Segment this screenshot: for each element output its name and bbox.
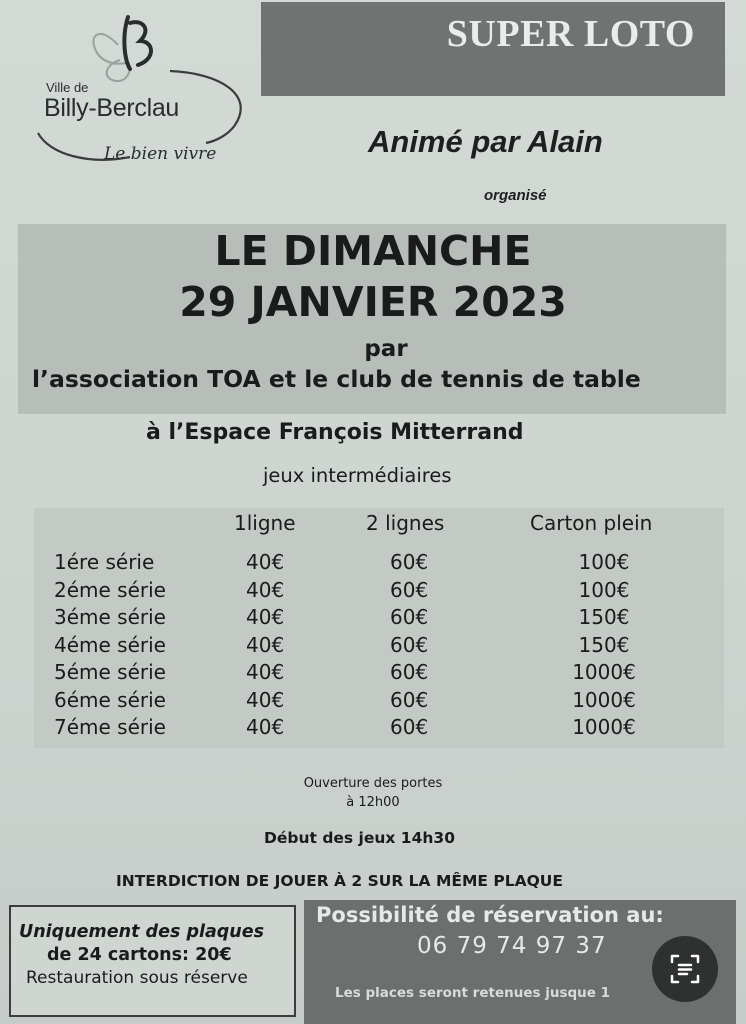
page-title: SUPER LOTO <box>446 13 695 55</box>
organise-label: organisé <box>484 187 547 204</box>
logo-ville-text: Ville de <box>46 80 89 95</box>
reservation-note: Les places seront retenues jusque 1 <box>335 985 611 1001</box>
date-full: 29 JANVIER 2023 <box>179 278 567 326</box>
ligne1-cell: 40€ <box>246 632 285 657</box>
carton-cell: 150€ <box>578 632 630 657</box>
reservation-phone[interactable]: 06 79 74 97 37 <box>417 933 607 959</box>
date-day: LE DIMANCHE <box>214 227 532 275</box>
serie-cell: 2éme série <box>54 577 166 602</box>
carton-cell: 1000€ <box>572 660 636 684</box>
plaques-line3: Restauration sous réserve <box>26 968 248 988</box>
organizer-line: l’association TOA et le club de tennis de table <box>32 365 641 393</box>
serie-cell: 3éme série <box>54 605 166 629</box>
ligne2-cell: 60€ <box>390 632 429 657</box>
ligne1-cell: 40€ <box>246 577 285 602</box>
logo-town-name: Billy-Berclau <box>44 94 180 122</box>
reservation-title: Possibilité de réservation au: <box>316 903 664 927</box>
text-scan-button[interactable] <box>652 936 718 1002</box>
par-label: par <box>364 336 408 362</box>
ligne1-cell: 40€ <box>246 660 285 684</box>
ligne2-cell: 60€ <box>390 660 429 684</box>
carton-cell: 100€ <box>578 550 630 574</box>
host-line: Animé par Alain <box>368 124 603 159</box>
serie-cell: 5éme série <box>54 660 166 684</box>
carton-cell: 1000€ <box>572 715 636 739</box>
doors-open-time: à 12h00 <box>346 795 400 810</box>
carton-cell: 1000€ <box>572 687 636 712</box>
logo-tagline: Le bien vivre <box>104 144 217 164</box>
header-carton-plein: Carton plein <box>530 511 653 535</box>
ligne1-cell: 40€ <box>246 715 285 739</box>
serie-cell: 7éme série <box>54 715 166 739</box>
ligne2-cell: 60€ <box>390 605 429 629</box>
doors-open-label: Ouverture des portes <box>303 776 443 791</box>
games-start: Début des jeux 14h30 <box>264 829 455 847</box>
header-1ligne: 1ligne <box>234 511 296 535</box>
plaques-line2: de 24 cartons: 20€ <box>47 945 232 965</box>
carton-cell: 150€ <box>578 605 630 629</box>
carton-cell: 100€ <box>578 577 630 602</box>
ligne2-cell: 60€ <box>390 715 429 739</box>
header-2lignes: 2 lignes <box>366 511 445 535</box>
venue-line: à l’Espace François Mitterrand <box>146 420 524 445</box>
super-loto-banner <box>261 2 725 96</box>
serie-cell: 4éme série <box>54 632 166 657</box>
ligne2-cell: 60€ <box>390 577 429 602</box>
games-subtitle: jeux intermédiaires <box>263 464 452 487</box>
serie-cell: 6éme série <box>54 687 166 712</box>
serie-cell: 1ére série <box>54 550 155 574</box>
ligne1-cell: 40€ <box>246 605 285 629</box>
ligne1-cell: 40€ <box>246 687 285 712</box>
ligne1-cell: 40€ <box>246 550 285 574</box>
rule-notice: INTERDICTION DE JOUER À 2 SUR LA MÊME PLAQUE <box>116 872 563 890</box>
plaques-line1: Uniquement des plaques <box>19 922 265 942</box>
ligne2-cell: 60€ <box>390 550 429 574</box>
ligne2-cell: 60€ <box>390 687 429 712</box>
text-scan-icon <box>652 936 718 1002</box>
